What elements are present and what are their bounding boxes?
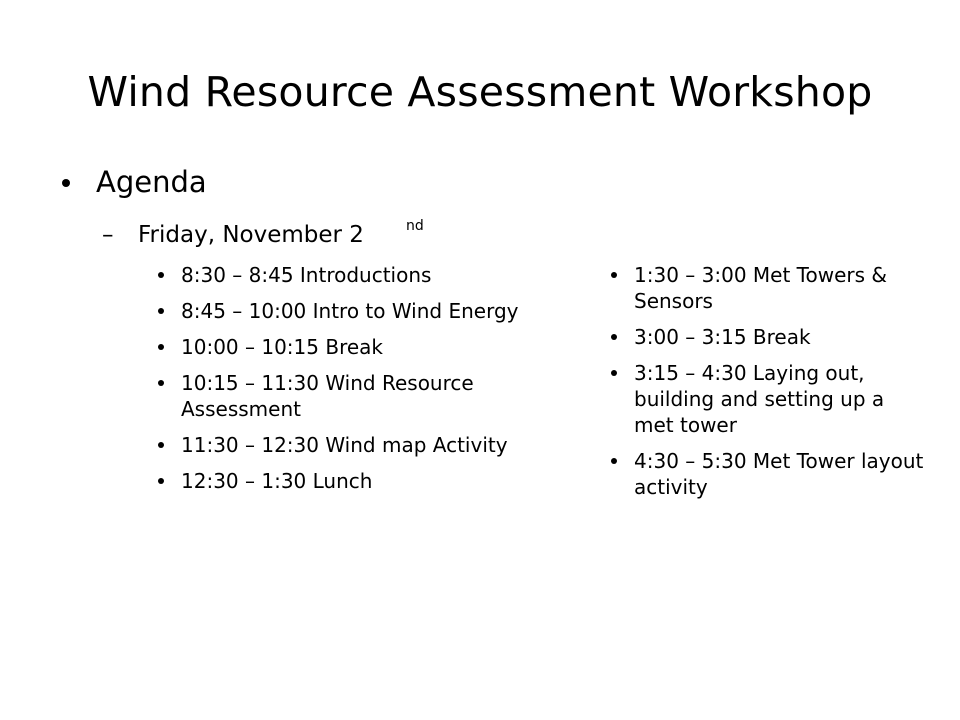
bullet-icon — [611, 370, 617, 376]
schedule-item-text: 8:30 – 8:45 Introductions — [181, 263, 432, 287]
schedule-item — [610, 360, 930, 438]
schedule-item — [157, 468, 537, 494]
schedule-item — [610, 262, 930, 314]
bullet-icon — [158, 272, 164, 278]
bullet-icon — [158, 380, 164, 386]
bullet-icon — [158, 344, 164, 350]
bullet-icon — [611, 272, 617, 278]
schedule-item — [157, 432, 537, 458]
schedule-item-text: 8:45 – 10:00 Intro to Wind Energy — [181, 299, 519, 323]
day-ordinal-suffix: nd — [406, 218, 424, 234]
bullet-icon — [158, 478, 164, 484]
bullet-icon — [158, 442, 164, 448]
schedule-item-text: 10:15 – 11:30 Wind Resource Assessment — [181, 371, 474, 421]
schedule-item-text: 12:30 – 1:30 Lunch — [181, 469, 373, 493]
schedule-item — [610, 448, 930, 500]
schedule-item-text: 3:00 – 3:15 Break — [634, 325, 811, 349]
schedule-list-afternoon — [610, 262, 930, 510]
agenda-label: Agenda — [96, 165, 207, 199]
bullet-icon — [62, 179, 70, 187]
schedule-item — [157, 370, 537, 422]
schedule-list-morning — [157, 262, 537, 504]
bullet-icon — [611, 458, 617, 464]
schedule-item-text: 3:15 – 4:30 Laying out, building and setting up a met tower — [634, 361, 885, 437]
schedule-item — [157, 262, 537, 288]
schedule-item-text: 11:30 – 12:30 Wind map Activity — [181, 433, 508, 457]
schedule-item-text: 1:30 – 3:00 Met Towers & Sensors — [634, 263, 887, 313]
schedule-item — [610, 324, 930, 350]
schedule-item — [157, 334, 537, 360]
slide-title: Wind Resource Assessment Workshop — [87, 68, 873, 116]
day-label: Friday, November 2 — [138, 222, 364, 248]
schedule-item-text: 10:00 – 10:15 Break — [181, 335, 383, 359]
bullet-icon — [158, 308, 164, 314]
dash-bullet: – — [102, 222, 114, 248]
schedule-item-text: 4:30 – 5:30 Met Tower layout activity — [634, 449, 924, 499]
bullet-icon — [611, 334, 617, 340]
schedule-item — [157, 298, 537, 324]
